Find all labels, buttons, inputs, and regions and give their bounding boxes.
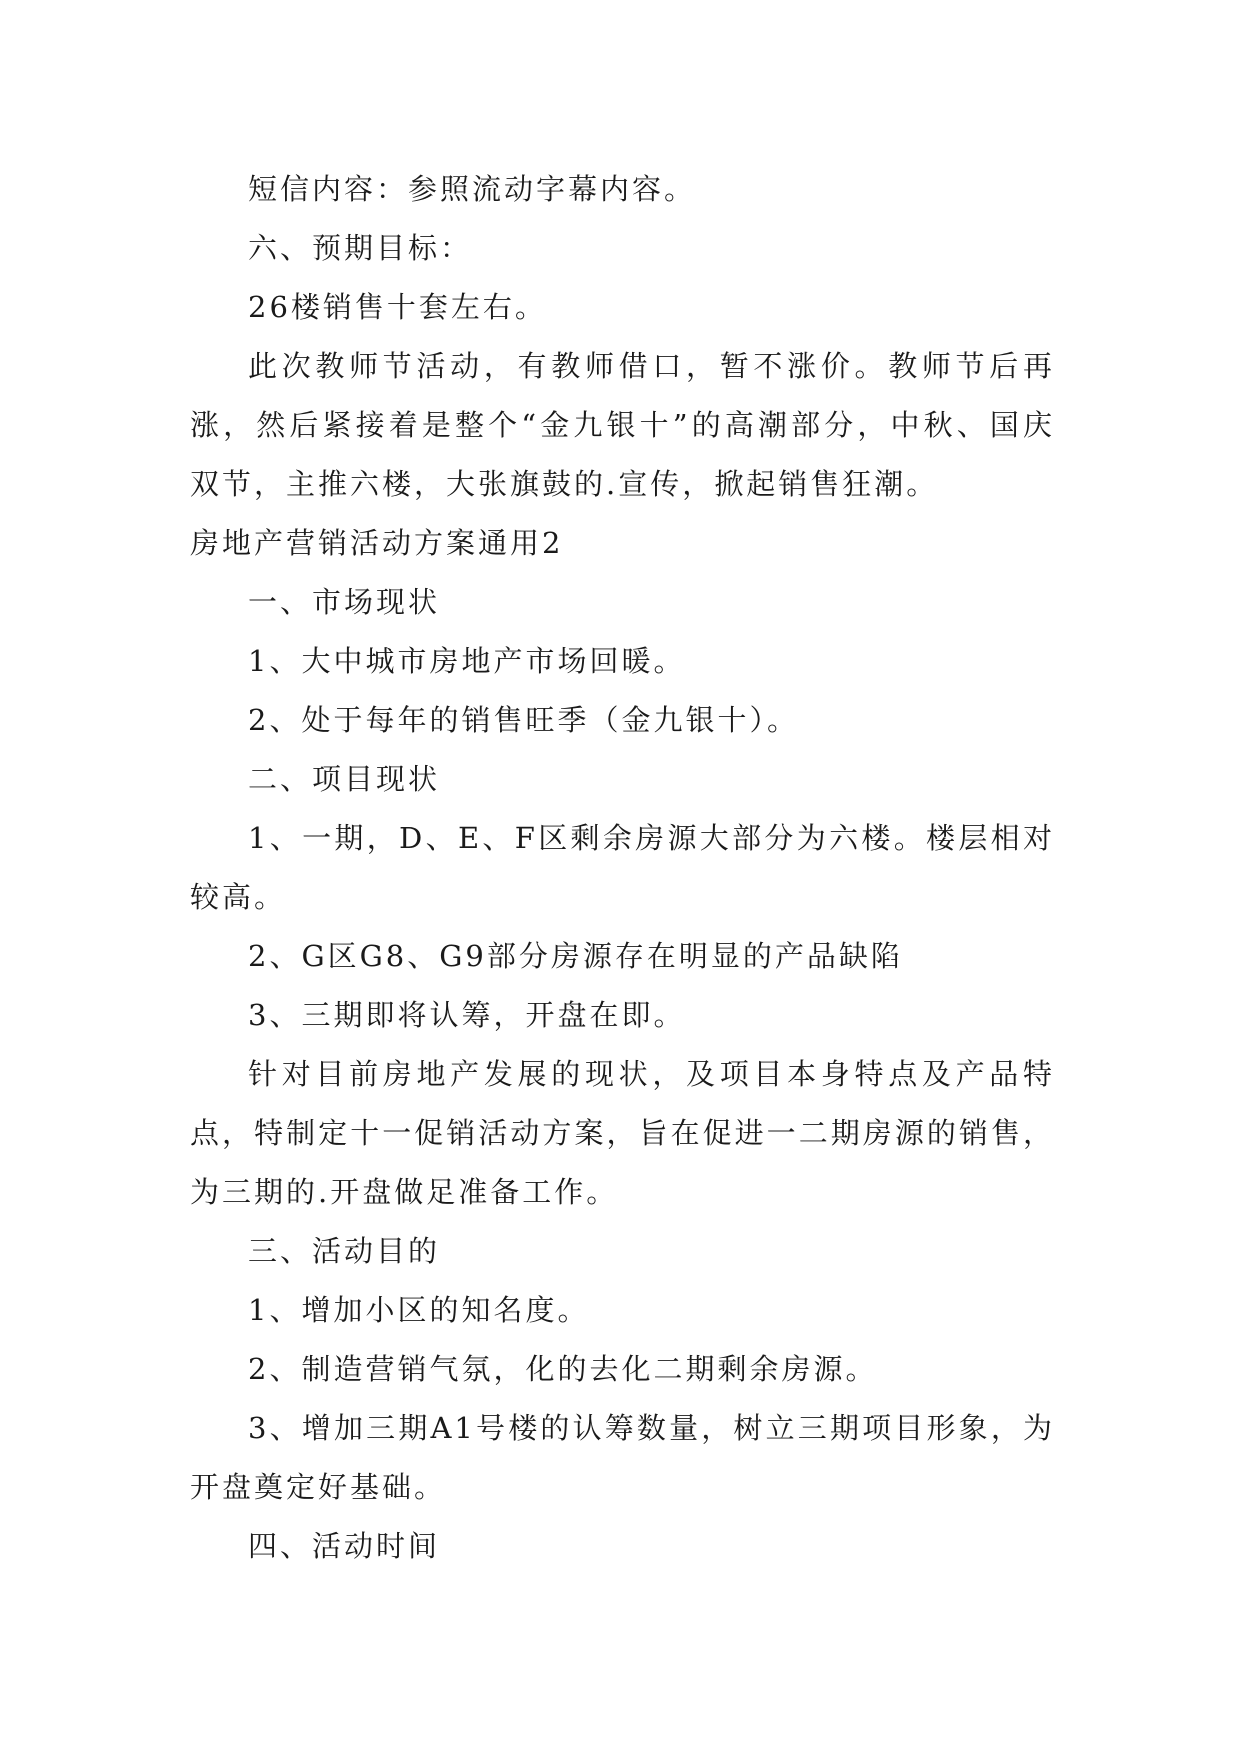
paragraph-teachers-day: 此次教师节活动，有教师借口，暂不涨价。教师节后再涨，然后紧接着是整个“金九银十”的高潮部分，中秋、国庆双节，主推六楼，大张旗鼓的.宣传，掀起销售狂潮。 <box>190 349 1055 501</box>
paragraph-sales-target: 26楼销售十套左右。 <box>248 290 547 324</box>
heading-activity-time: 四、活动时间 <box>248 1529 441 1563</box>
paragraph-sms-content: 短信内容：参照流动字幕内容。 <box>248 172 697 206</box>
heading-activity-purpose: 三、活动目的 <box>248 1234 441 1268</box>
list-item: 1、大中城市房地产市场回暖。 <box>248 644 686 678</box>
list-item: 2、G区G8、G9部分房源存在明显的产品缺陷 <box>248 939 903 973</box>
list-item: 2、处于每年的销售旺季（金九银十）。 <box>248 703 799 737</box>
list-item: 1、增加小区的知名度。 <box>248 1293 590 1327</box>
list-item: 3、增加三期A1号楼的认筹数量，树立三期项目形象，为开盘奠定好基础。 <box>190 1411 1055 1504</box>
heading-market-status: 一、市场现状 <box>248 585 441 619</box>
paragraph-plan-purpose: 针对目前房地产发展的现状，及项目本身特点及产品特点，特制定十一促销活动方案，旨在促进一二期房源的销售，为三期的.开盘做足准备工作。 <box>190 1057 1055 1209</box>
heading-project-status: 二、项目现状 <box>248 762 441 796</box>
list-item: 1、一期，D、E、F区剩余房源大部分为六楼。楼层相对较高。 <box>190 821 1055 914</box>
section-title: 房地产营销活动方案通用2 <box>190 526 564 560</box>
document-body <box>190 160 1055 1576</box>
list-item: 2、制造营销气氛，化的去化二期剩余房源。 <box>248 1352 878 1386</box>
heading-expected-goals: 六、预期目标： <box>248 231 473 265</box>
list-item: 3、三期即将认筹，开盘在即。 <box>248 998 686 1032</box>
